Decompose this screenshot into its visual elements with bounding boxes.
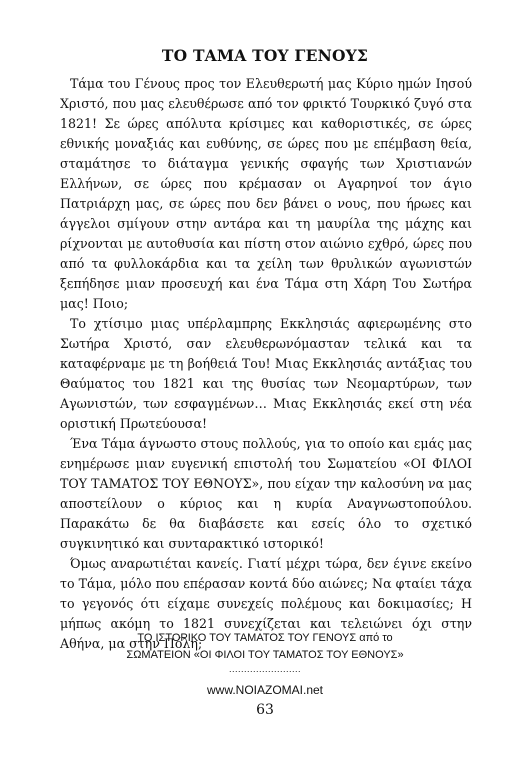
paragraph: Το χτίσιμο μιας υπέρλαμπρης Εκκλησιάς αφιερωμένης στο Σωτήρα Χριστό, σαν ελευθερωνόμασταν τελικά και τα καταφέρναμε με τη βοήθειά Του! Μιας Εκκλησιάς αντάξιας του Θαύματος του 1821 και της θυσίας των Νεομαρτύρων, των Αγωνιστών, των εσφαγμένων… Μιας Εκκλησιάς εκεί στη νέα οριστική Πρωτεύουσα! bbox=[60, 316, 472, 431]
article-body bbox=[60, 74, 472, 654]
page-number: 63 bbox=[256, 702, 274, 718]
dotted-divider: ........................ bbox=[228, 664, 301, 674]
paragraph: Όμως αναρωτιέται κανείς. Γιατί μέχρι τώρα, δεν έγινε εκείνο το Τάμα, μόλο που επέρασαν κοντά δύο αιώνες; Να φταίει τάχα το γεγονός ότι είχαμε συνεχείς πολέμους και δοκιμασίες; Η μήπως ακόμη το 1821 συνεχίζεται και τελειώνει όχι στην Αθήνα, μα στην Πόλη; bbox=[60, 556, 472, 651]
source-credit-line-1: ΤΟ ΙΣΤΟΡΙΚΟ ΤΟΥ ΤΑΜΑΤΟΣ ΤΟΥ ΓΕΝΟΥΣ από το bbox=[137, 632, 393, 644]
page-title: ΤΟ ΤΑΜΑ ΤΟΥ ΓΕΝΟΥΣ bbox=[161, 46, 369, 65]
paragraph: Τάμα του Γένους προς τον Ελευθερωτή μας Κύριο ημών Ιησού Χριστό, που μας ελευθέρωσε από τον φρικτό Τουρκικό ζυγό στα 1821! Σε ώρες απόλυτα κρίσιμες και καθοριστικές, σε ώρες εθνικής μοναξιάς και ευθύνης, σε ώρες που με επέμβαση θεία, σταμάτησε το διάταγμα γενικής σφαγής των Χριστιανών Ελλήνων, σε ώρες που κρέμασαν οι Αγαρηνοί τον άγιο Πατριάρχη μας, σε ώρες που δεν βάνει ο νους, που ήρωες και άγγελοι σμίγουν στην αντάρα και τη μαυρίλα της μάχης και ρίχνονται με αυτοθυσία και πίστη στον αιώνιο εχθρό, ώρες που από τα φυλλοκάρδια και τα χείλη των θρυλικών αγωνιστών ξεπήδησε μιαν προσευχή και ένα Τάμα στη Χάρη Του Σωτήρα μας! Ποιο; bbox=[60, 76, 472, 311]
source-credit-line-2: ΣΩΜΑΤΕΙΟΝ «ΟΙ ΦΙΛΟΙ ΤΟΥ ΤΑΜΑΤΟΣ ΤΟΥ ΕΘΝΟΥΣ» bbox=[126, 649, 404, 661]
website-url: www.NOIAZOMAI.net bbox=[206, 683, 324, 697]
paragraph: Ένα Τάμα άγνωστο στους πολλούς, για το οποίο και εμάς μας ενημέρωσε μιαν ευγενική επιστολή του Σωματείου «ΟΙ ΦΙΛΟΙ ΤΟΥ ΤΑΜΑΤΟΣ ΤΟΥ ΕΘΝΟΥΣ», που είχαν την καλοσύνη να μας αποστείλουν ο κύριος και η κυρία Αναγνωστοπούλου. Παρακάτω δε θα διαβάσετε και εσείς όλο το σχετικό συγκινητικό και συνταρακτικό ιστορικό! bbox=[60, 436, 472, 551]
source-credit bbox=[0, 630, 530, 664]
